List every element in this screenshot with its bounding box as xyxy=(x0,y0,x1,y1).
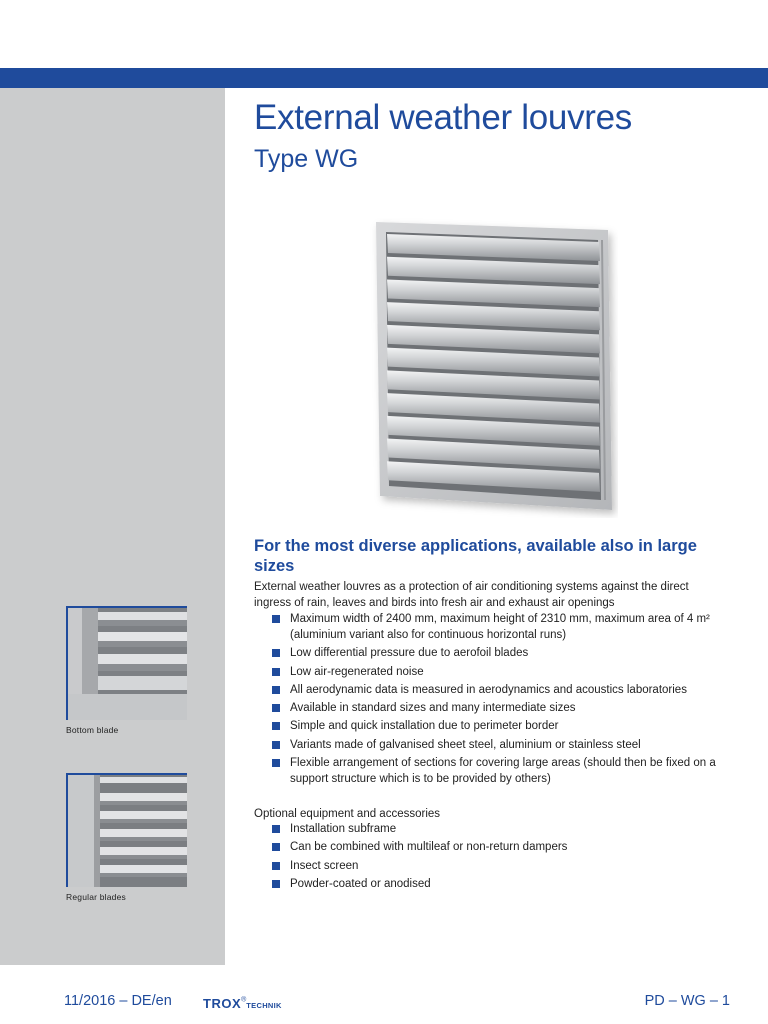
bottom-blade-caption: Bottom blade xyxy=(66,725,119,735)
bullet-square-icon xyxy=(272,759,280,767)
page-subtitle: Type WG xyxy=(254,145,359,173)
bullet-square-icon xyxy=(272,615,280,623)
bullet-square-icon xyxy=(272,843,280,851)
features-list xyxy=(272,611,742,789)
optional-heading: Optional equipment and accessories xyxy=(254,808,441,820)
regular-blades-image xyxy=(66,773,187,887)
bullet-square-icon xyxy=(272,686,280,694)
bullet-square-icon xyxy=(272,741,280,749)
list-item: Simple and quick installation due to perimeter border xyxy=(272,718,742,734)
louvre-product-image xyxy=(366,218,618,518)
footer-date: 11/2016 – DE/en xyxy=(64,993,172,1009)
bullet-square-icon xyxy=(272,880,280,888)
list-item: Flexible arrangement of sections for covering large areas (should then be fixed on a support structure which is to be provided by others) xyxy=(272,755,742,787)
list-item: Insect screen xyxy=(272,858,742,874)
regular-blades-caption: Regular blades xyxy=(66,892,126,902)
bullet-square-icon xyxy=(272,825,280,833)
bullet-square-icon xyxy=(272,862,280,870)
page-title: External weather louvres xyxy=(254,98,632,137)
list-item: Installation subframe xyxy=(272,821,742,837)
bullet-square-icon xyxy=(272,649,280,657)
list-item: Low air-regenerated noise xyxy=(272,664,742,680)
list-item: Powder-coated or anodised xyxy=(272,876,742,892)
footer-page-ref: PD – WG – 1 xyxy=(644,993,730,1009)
optional-list xyxy=(272,821,742,894)
header-bar xyxy=(0,68,768,88)
bullet-square-icon xyxy=(272,704,280,712)
bullet-square-icon xyxy=(272,668,280,676)
bullet-square-icon xyxy=(272,722,280,730)
list-item: Low differential pressure due to aerofoil blades xyxy=(272,645,742,661)
section-heading: For the most diverse applications, available also in large sizes xyxy=(254,537,697,575)
list-item: Can be combined with multileaf or non-return dampers xyxy=(272,839,742,855)
trox-logo: TROX®TECHNIK xyxy=(203,996,282,1011)
list-item: Maximum width of 2400 mm, maximum height of 2310 mm, maximum area of 4 m² (aluminium variant also for continuous horizontal runs) xyxy=(272,611,742,643)
intro-paragraph: External weather louvres as a protection of air conditioning systems against the direct ingress of rain, leaves and birds into fresh air and exhaust air openings xyxy=(254,581,689,609)
list-item: All aerodynamic data is measured in aerodynamics and acoustics laboratories xyxy=(272,682,742,698)
list-item: Variants made of galvanised sheet steel, aluminium or stainless steel xyxy=(272,737,742,753)
list-item: Available in standard sizes and many intermediate sizes xyxy=(272,700,742,716)
bottom-blade-image xyxy=(66,606,187,720)
